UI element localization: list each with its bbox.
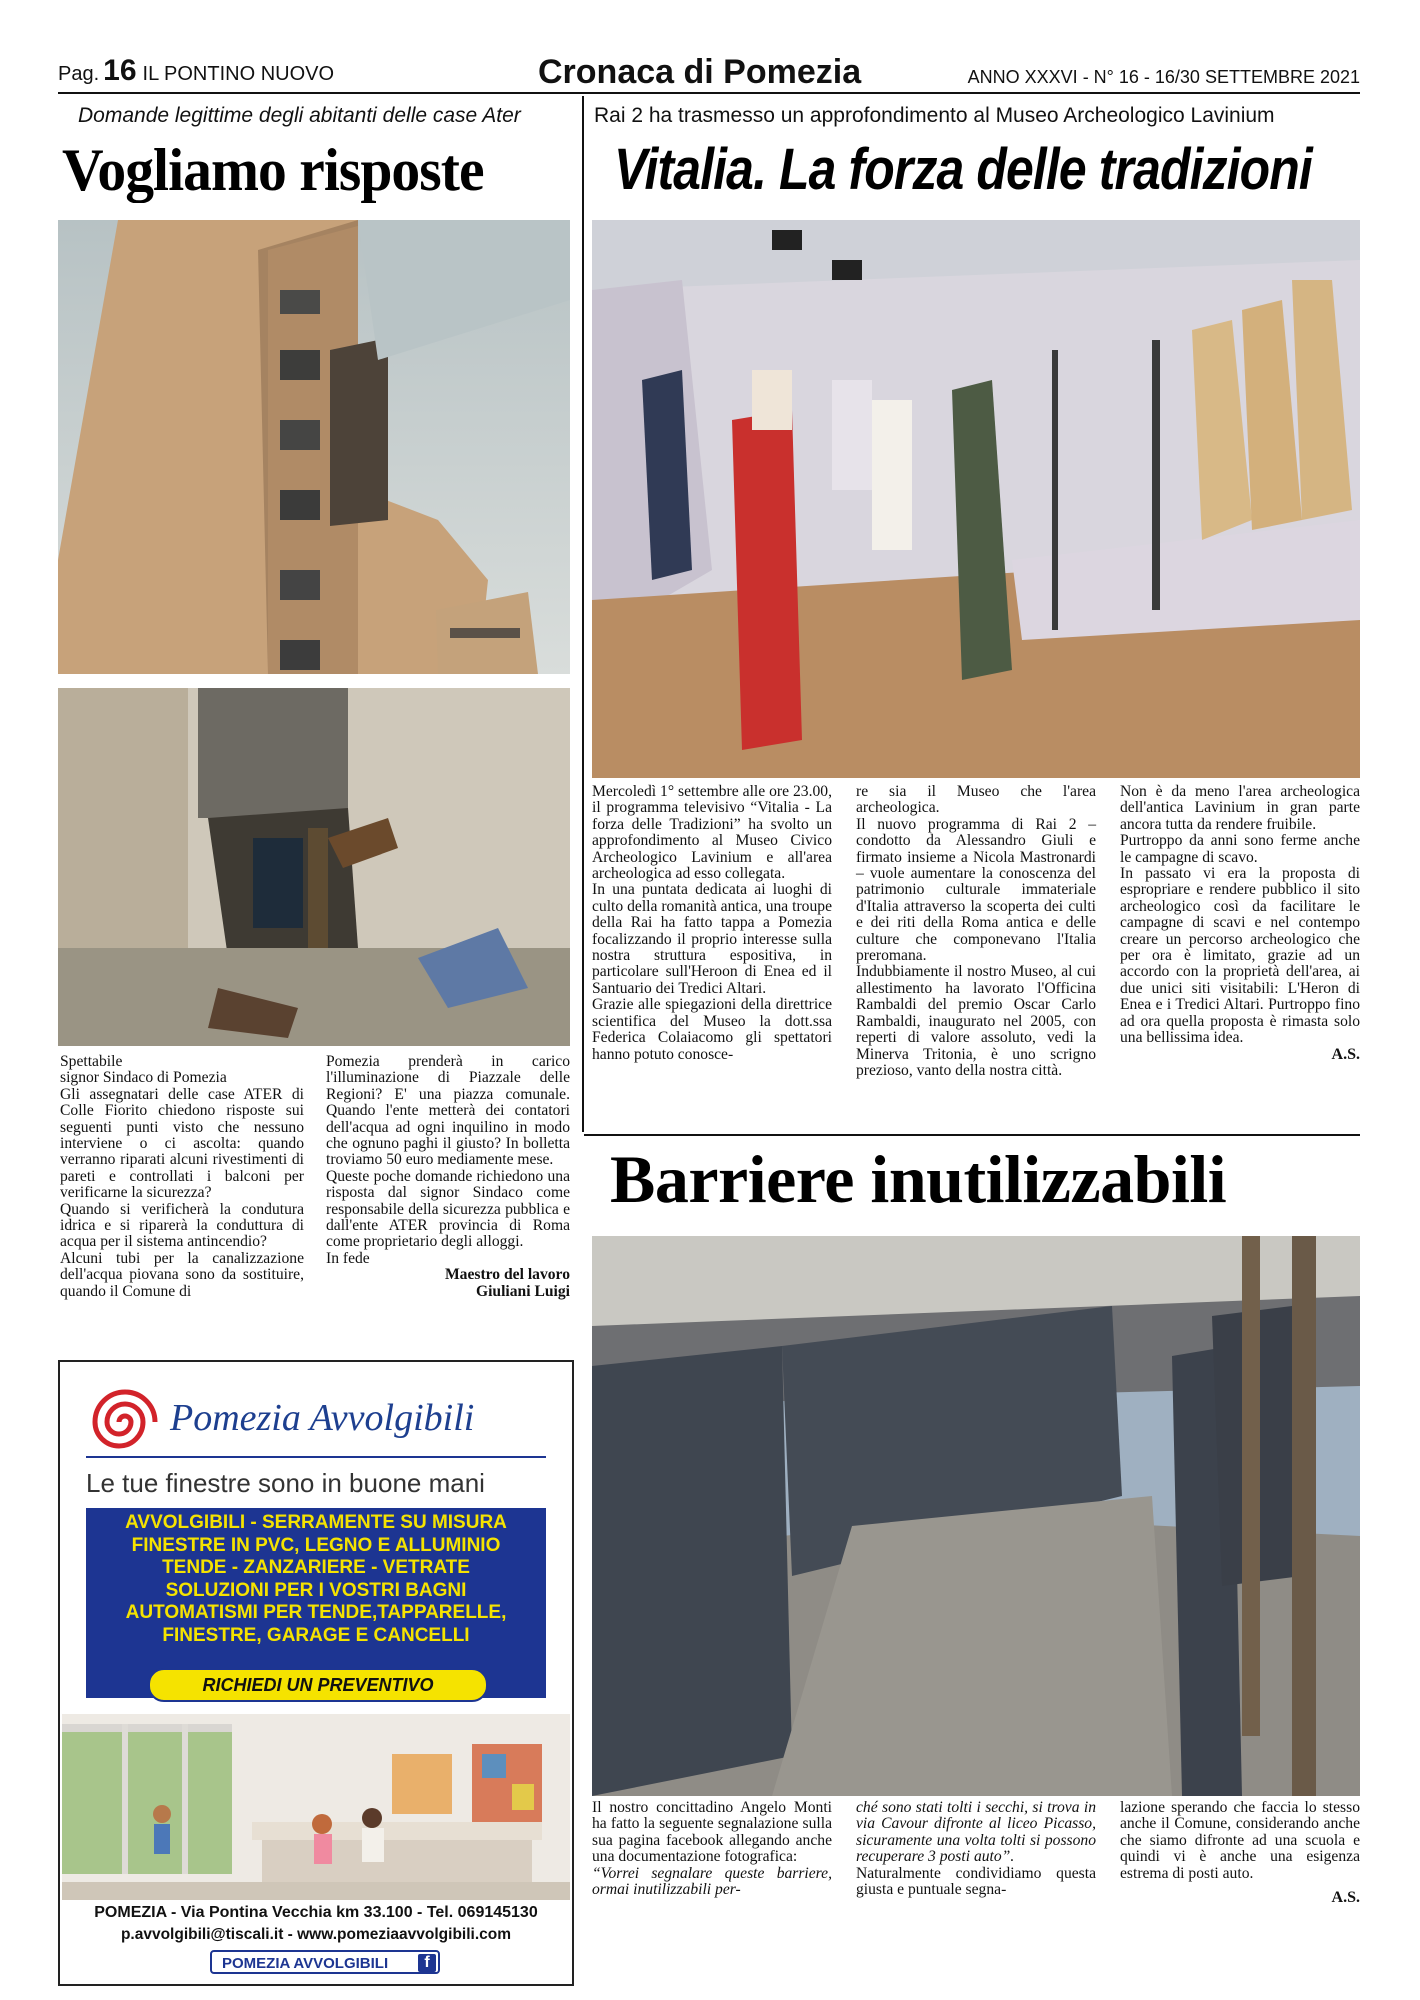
article2-column-3	[1120, 784, 1360, 1063]
article1-column-2	[326, 1054, 570, 1300]
article3-col1-p1: Il nostro concittadino Angelo Monti ha fatto la seguente segnalazione sulla sua pagina facebook allegando anche una documentazione fotografica:	[592, 1799, 832, 1866]
ad-service-line: AUTOMATISMI PER TENDE,TAPPARELLE,	[125, 1602, 507, 1623]
article3-byline: A.S.	[1331, 1889, 1360, 1907]
article2-col2-p3: Indubbiamente il nostro Museo, al cui allestimento ha lavorato l'Officina Rambaldi del premio Oscar Carlo Rambaldi, inaugurato nel 2005, con reperti di valore assoluto, vedi la Minerva Tritonia, è uno scrigno prezioso, vanto della nostra città.	[856, 963, 1096, 1079]
facebook-icon: f	[418, 1954, 436, 1972]
article2-col2-p1: re sia il Museo che l'area archeologica.	[856, 783, 1096, 817]
article3-title: Barriere inutilizzabili	[610, 1141, 1227, 1217]
article1-col1-p5: Alcuni tubi per la canalizzazione dell'acqua piovana sono da sostituire, quando il Comune di	[60, 1249, 304, 1300]
barriers-photo	[592, 1236, 1360, 1796]
article3-column-1	[592, 1800, 832, 1898]
building-facade-photo	[58, 220, 570, 674]
article3-column-3	[1120, 1800, 1360, 1906]
ad-service-line: FINESTRE IN PVC, LEGNO E ALLUMINIO	[131, 1534, 501, 1556]
ad-service-line: FINESTRE, GARAGE E CANCELLI	[162, 1624, 470, 1646]
article1-col1-p1: Spettabile	[60, 1053, 123, 1070]
ad-service-line: TENDE - ZANZARIERE - VETRATE	[162, 1557, 470, 1578]
article2-byline: A.S.	[1331, 1045, 1360, 1063]
page-header	[58, 53, 1360, 94]
article1-kicker: Domande legittime degli abitanti delle case Ater	[78, 104, 521, 127]
spiral-logo-icon	[82, 1382, 168, 1462]
article3-column-2	[856, 1800, 1096, 1898]
article1-col1-p2: signor Sindaco di Pomezia	[60, 1069, 227, 1087]
newspaper-name: IL PONTINO NUOVO	[142, 63, 335, 85]
article2-column-1	[592, 784, 832, 1063]
signature-title: Maestro del lavoro	[444, 1266, 570, 1284]
article1-col1-p4: Quando si verificherà la condutura idrica e si riparerà la conduttura di acqua per il sistema antincendio?	[60, 1200, 304, 1251]
ad-service-line: SOLUZIONI PER I VOSTRI BAGNI	[165, 1579, 467, 1601]
advertisement-pomezia-avvolgibili[interactable]	[58, 1360, 574, 1986]
column-divider-horizontal	[584, 1134, 1360, 1136]
signature-name: Giuliani Luigi	[475, 1282, 570, 1300]
damaged-wall-photo	[58, 688, 570, 1046]
article3-col3-p1: lazione sperando che faccia lo stesso anche il Comune, considerando anche che siamo difronte ad una scuola e quindi vi è anche una esigenza estrema di posti auto.	[1120, 1799, 1360, 1882]
page-label: Pag.	[58, 63, 100, 85]
request-quote-button[interactable]: RICHIEDI UN PREVENTIVO	[148, 1668, 488, 1702]
article2-col1-p2: In una puntata dedicata ai luoghi di culto della romanità antica, una troupe della Rai ha fatto tappa a Pomezia focalizzando il proprio interesse sulla nostra struttura espositiva, in particolare sull'Heroon di Enea ed il Santuario dei Tredici Altari.	[592, 881, 832, 997]
ad-tagline: Le tue finestre sono in buone mani	[86, 1468, 485, 1498]
article2-kicker: Rai 2 ha trasmesso un approfondimento al Museo Archeologico Lavinium	[594, 104, 1275, 127]
ad-living-room-photo	[62, 1714, 570, 1900]
article2-col1-p3: Grazie alle spiegazioni della direttrice scientifica del Museo la dott.ssa Federica Colaiacomo gli spettatori hanno potuto conosce-	[592, 996, 832, 1063]
column-divider-vertical	[582, 96, 584, 1132]
article1-col2-p2: Queste poche domande richiedono una risposta dal signor Sindaco come responsabile della sicurezza pubblica e dall'ente ATER provincia di Roma come proprietario degli alloggi.	[326, 1167, 570, 1251]
article1-col2-p3: In fede	[326, 1249, 370, 1267]
page-number: 16	[103, 54, 137, 87]
museum-interview-photo	[592, 220, 1360, 778]
facebook-page-link[interactable]	[210, 1950, 440, 1974]
article2-col1-p1: Mercoledì 1° settembre alle ore 23.00, il programma televisivo “Vitalia - La forza delle Tradizioni” ha svolto un approfondimento al Museo Civico Archeologico Lavinium e all'area archeologica ad esso collegata.	[592, 783, 832, 883]
ad-contacts[interactable]: p.avvolgibili@tiscali.it - www.pomeziaavvolgibili.com	[120, 1926, 512, 1943]
ad-service-line: AVVOLGIBILI - SERRAMENTE SU MISURA	[125, 1512, 507, 1533]
article1-title: Vogliamo risposte	[62, 137, 484, 203]
issue-info: ANNO XXXVI - N° 16 - 16/30 SETTEMBRE 2021	[967, 67, 1360, 87]
section-title: Cronaca di Pomezia	[538, 53, 862, 91]
ad-divider	[86, 1456, 546, 1458]
article2-col3-p1: Non è da meno l'area archeologica dell'antica Lavinium in gran parte ancora tutta da rendere fruibile.	[1120, 783, 1360, 833]
article2-column-2	[856, 784, 1096, 1079]
article2-col2-p2: Il nuovo programma di Rai 2 – condotto da Alessandro Giuli e firmato insieme a Nicola Mastronardi – vuole aumentare la conoscenza del patrimonio culturale immateriale d'Italia attraverso la scoperta dei culti e dei riti della Roma antica e delle culture che componevano l'Italia preromana.	[856, 815, 1096, 965]
article1-col1-p3: Gli assegnatari delle case ATER di Colle Fiorito chiedono risposte sui seguenti punti visto che nessuno interviene o ci ascolta: quando verranno riparati alcuni rivestimenti di pareti e controllati i balconi per verificarne la sicurezza?	[60, 1085, 304, 1202]
facebook-label: POMEZIA AVVOLGIBILI	[222, 1955, 389, 1972]
article3-col2-quote: ché sono stati tolti i secchi, si trova in via Cavour difronte al liceo Picasso, sicuramente una volta tolti si possono recuperare 3 posti auto”.	[856, 1799, 1096, 1866]
article2-col3-p3: In passato vi era la proposta di espropriare e rendere pubblico il sito archeologico così da facilitare le campagne di scavi e nel contempo creare un percorso archeologico che per ora è limitato, grazie ad un accordo con la proprietà dell'area, ai due unici siti visitabili: L'Heron di Enea e i Tredici Altari. Purtroppo fino ad ora quella proposta è rimasta solo una bellissima idea.	[1120, 865, 1360, 1047]
ad-brand-name: Pomezia Avvolgibili	[170, 1397, 475, 1439]
article3-col2-p1: Naturalmente condividiamo questa giusta e puntuale segna-	[856, 1864, 1096, 1899]
article1-column-1	[60, 1054, 304, 1300]
article2-col3-p2: Purtroppo da anni sono ferme anche le campagne di scavo.	[1120, 832, 1360, 866]
ad-address: POMEZIA - Via Pontina Vecchia km 33.100 - Tel. 069145130	[94, 1904, 538, 1921]
article1-col2-p1: Pomezia prenderà in carico l'illuminazione di Piazzale delle Regioni? E' una piazza comunale. Quando l'ente metterà dei contatori dell'acqua ad ogni inquilino in modo che ognuno paghi il giusto? In bolletta troviamo 50 euro mediamente mese.	[326, 1053, 570, 1169]
article2-title: Vitalia. La forza delle tradizioni	[614, 137, 1312, 202]
article3-col1-p2: “Vorrei segnalare queste barriere, ormai inutilizzabili per-	[592, 1864, 832, 1899]
page-folio	[58, 54, 334, 88]
